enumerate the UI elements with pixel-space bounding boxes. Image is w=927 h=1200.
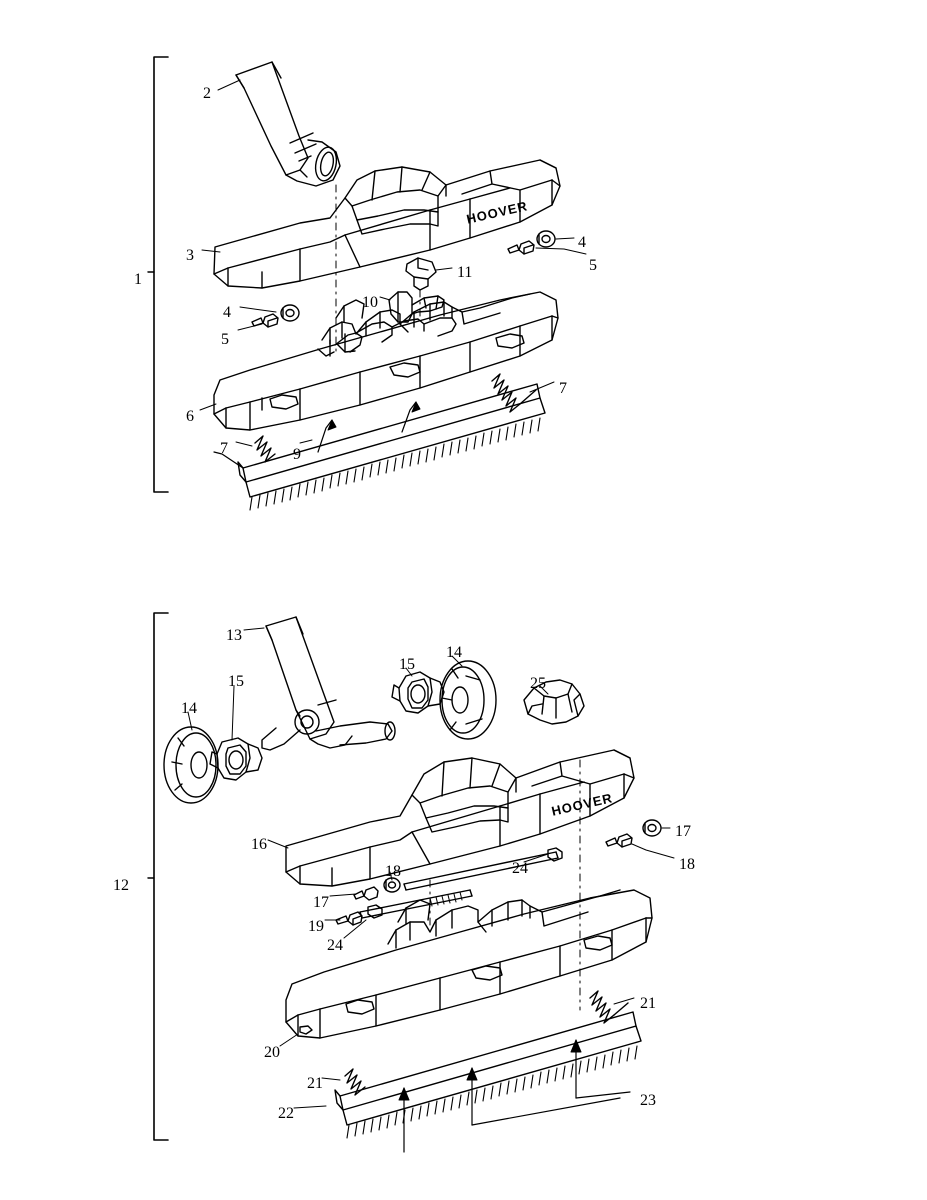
part-4-washer-right bbox=[537, 231, 555, 247]
callout-14-left: 14 bbox=[181, 700, 197, 717]
callout-17-right: 17 bbox=[675, 823, 691, 840]
part-8-brush-strip bbox=[214, 384, 545, 510]
callout-4-left: 4 bbox=[223, 304, 231, 321]
part-3-upper-housing bbox=[214, 160, 560, 288]
part-2-wand bbox=[236, 62, 340, 186]
callout-14-right: 14 bbox=[446, 644, 462, 661]
callout-3: 3 bbox=[186, 247, 194, 264]
callout-23: 23 bbox=[640, 1092, 656, 1109]
callout-2: 2 bbox=[203, 85, 211, 102]
brand-mark-top: HOOVER bbox=[465, 198, 530, 227]
callout-25: 25 bbox=[530, 675, 546, 692]
callout-4-right: 4 bbox=[578, 234, 586, 251]
callout-15-left: 15 bbox=[228, 673, 244, 690]
part-11-clip bbox=[406, 258, 436, 290]
callout-21-right: 21 bbox=[640, 995, 656, 1012]
callout-18-left: 18 bbox=[385, 863, 401, 880]
callout-17-left: 17 bbox=[313, 894, 329, 911]
group-bracket-12 bbox=[148, 613, 168, 1140]
part-4-washer-left bbox=[281, 305, 299, 321]
brand-mark-bottom: HOOVER bbox=[550, 790, 615, 819]
part-16-upper-housing bbox=[286, 750, 634, 886]
callout-16: 16 bbox=[251, 836, 267, 853]
callout-19: 19 bbox=[308, 918, 324, 935]
part-20-lower-base bbox=[286, 890, 652, 1038]
part-7-spring-right bbox=[492, 374, 536, 412]
part-24-rod-upper bbox=[404, 848, 562, 890]
callout-13: 13 bbox=[226, 627, 242, 644]
callout-15-right: 15 bbox=[399, 656, 415, 673]
part-15-hub-right bbox=[392, 672, 444, 713]
part-7-spring-left bbox=[255, 436, 275, 462]
part-17-screw-left bbox=[354, 887, 378, 900]
part-10-latch bbox=[389, 292, 444, 322]
callout-10: 10 bbox=[362, 294, 378, 311]
callout-18-right: 18 bbox=[679, 856, 695, 873]
part-23-arrows bbox=[399, 1040, 630, 1152]
part-18-screw-right bbox=[606, 834, 632, 847]
callout-5-right: 5 bbox=[589, 257, 597, 274]
callout-9: 9 bbox=[293, 446, 301, 463]
callout-24-upper: 24 bbox=[512, 860, 528, 877]
callout-7-left: 7 bbox=[220, 440, 228, 457]
callout-22: 22 bbox=[278, 1105, 294, 1122]
part-22-brush-strip bbox=[335, 1012, 641, 1138]
callout-20: 20 bbox=[264, 1044, 280, 1061]
part-19-screw bbox=[336, 912, 362, 925]
part-6-lower-base bbox=[214, 292, 558, 430]
group-bracket-1 bbox=[148, 57, 168, 492]
callout-11: 11 bbox=[457, 264, 473, 281]
callout-24-lower: 24 bbox=[327, 937, 343, 954]
callout-6: 6 bbox=[186, 408, 194, 425]
callout-21-left: 21 bbox=[307, 1075, 323, 1092]
callout-7-right: 7 bbox=[559, 380, 567, 397]
part-21-spring-right bbox=[590, 991, 628, 1023]
callout-1: 1 bbox=[134, 271, 142, 288]
part-5-screw-right bbox=[508, 241, 534, 254]
part-17-washer-right bbox=[643, 820, 661, 836]
part-13-wand bbox=[262, 617, 395, 750]
part-9-arrows bbox=[318, 402, 420, 452]
part-14-wheel-right bbox=[440, 661, 496, 739]
callout-12: 12 bbox=[113, 877, 129, 894]
part-14-wheel-left bbox=[164, 727, 218, 803]
callout-5-left: 5 bbox=[221, 331, 229, 348]
